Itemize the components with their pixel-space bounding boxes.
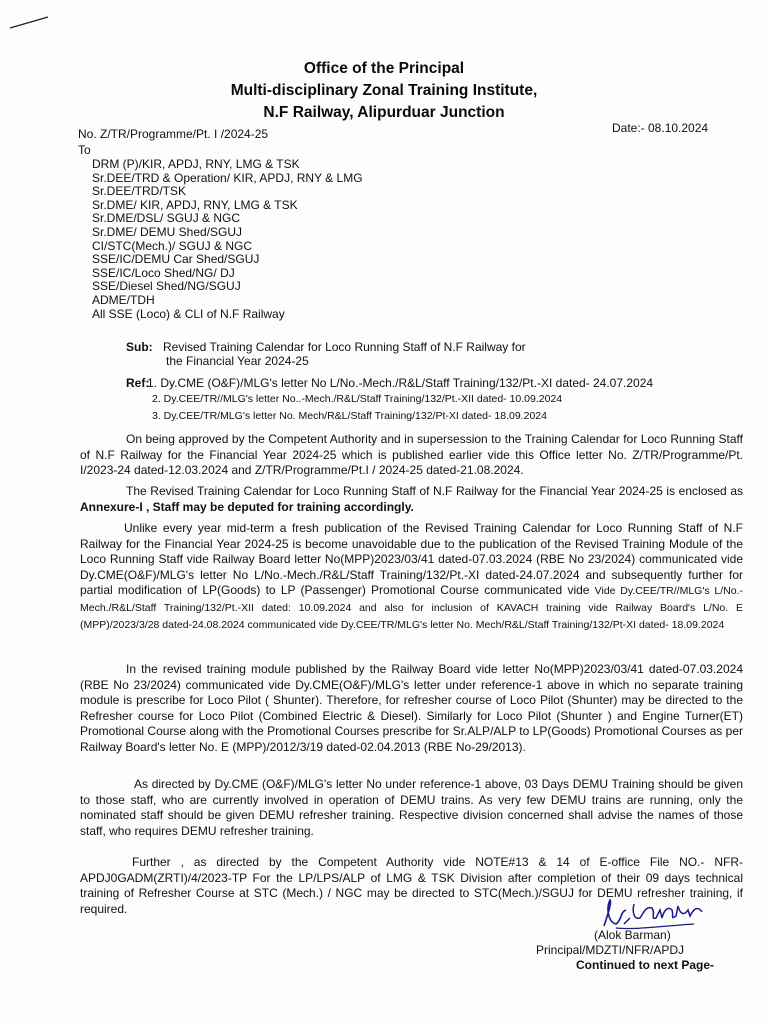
- subject-line-1: Revised Training Calendar for Loco Running Staff of N.F Railway for: [163, 340, 526, 354]
- reference-3: 3. Dy.CEE/TR/MLG's letter No. Mech/R&L/Staff Training/132/Pt-XI dated- 18.09.2024: [152, 410, 547, 422]
- paragraph-supersession: On being approved by the Competent Authority and in supersession to the Training Calendar for Loco Running Staff of N.F Railway for the Financial Year 2024-25 which is published earlier vide this Office letter No. Z/TR/Programme/Pt. I/2023-24 dated-12.03.2024 and Z/TR/Programme/Pt.I / 2024-25 dated-21.08.2024.: [80, 432, 743, 478]
- paragraph-shunter: In the revised training module published by the Railway Board vide letter No(MPP)2023/03/41 dated-07.03.2024 (RBE No 23/2024) communicated vide Dy.CME(O&F)/MLG's letter under reference-1 above in which no separate training module is prescribe for Loco Pilot ( Shunter). Therefore, for refresher course of Loco Pilot (Shunter) may be directed to the Refresher course for Loco Pilot (Combined Electric & Diesel). Similarly for Loco Pilot (Shunter ) and Engine Turner(ET) Promotional Course along with the Promotional Courses prescribe for Sr.ALP/ALP to LP(Goods) Promotional Courses as per Railway Board's letter No. E (MPP)/2012/3/19 dated-02.04.2013 (RBE No-29/2013).: [80, 662, 743, 754]
- paragraph-demu: As directed by Dy.CME (O&F)/MLG's letter No under reference-1 above, 03 Days DEMU Training should be given to those staff, who are currently involved in operation of DEMU trains. As very few DEMU trains are running, only the nominated staff should be given DEMU refresher training. Respective division concerned shall advise the names of those staff, who requires DEMU refresher training.: [80, 777, 743, 838]
- recipient: CI/STC(Mech.)/ SGUJ & NGC: [92, 238, 253, 253]
- reference-label: Ref:: [126, 376, 150, 390]
- recipient: Sr.DME/ DEMU Shed/SGUJ: [92, 224, 243, 239]
- signatory-name: (Alok Barman): [594, 928, 671, 942]
- recipient: Sr.DEE/TRD/TSK: [92, 184, 187, 199]
- annexure-text: The Revised Training Calendar for Loco Running Staff of N.F Railway for the Financial Year 2024-25 is enclosed as: [126, 484, 743, 498]
- letter-number: No. Z/TR/Programme/Pt. I /2024-25: [78, 127, 269, 141]
- railway-location: N.F Railway, Alipurduar Junction: [263, 104, 505, 121]
- paragraph-revised-module: [80, 521, 743, 633]
- recipient: SSE/Diesel Shed/NG/SGUJ: [92, 279, 241, 294]
- subject-line-2: the Financial Year 2024-25: [166, 354, 309, 368]
- office-title: Office of the Principal: [303, 60, 465, 77]
- revised-module-text: Unlike every year mid-term a fresh publication of the Revised Training Calendar for Loco Running Staff of N.F Railway for the Financial Year 2024-25 is become unavoidable due to the publication of the Revised Training Module of the Loco Running Staff vide Railway Board letter No(MPP)2023/03/41 dated-07.03.2024 (RBE No 23/2024) communicated vide Dy.CME(O&F)/MLG's letter No L/No.-Mech./R&L/Staff Training/132/Pt.-XI dated-24.07.2024 and subsequently further for partial modification of LP(Goods) to LP (Passenger) Promotional Course communicated vide: [80, 521, 743, 598]
- reference-1: 1. Dy.CME (O&F)/MLG's letter No L/No.-Mech./R&L/Staff Training/132/Pt.-XI dated- 24.07.2024: [147, 376, 654, 390]
- institute-name: Multi-disciplinary Zonal Training Institute,: [230, 82, 538, 99]
- letter-date: Date:- 08.10.2024: [612, 121, 709, 135]
- recipient: SSE/IC/Loco Shed/NG/ DJ: [92, 265, 235, 280]
- pen-mark: [8, 14, 50, 32]
- recipient: SSE/IC/DEMU Car Shed/SGUJ: [92, 252, 260, 267]
- subject-label: Sub:: [126, 340, 153, 354]
- recipient: Sr.DME/DSL/ SGUJ & NGC: [92, 211, 241, 226]
- recipient: All SSE (Loco) & CLI of N.F Railway: [92, 306, 285, 321]
- recipient: Sr.DEE/TRD & Operation/ KIR, APDJ, RNY & LMG: [92, 170, 363, 185]
- recipient: DRM (P)/KIR, APDJ, RNY, LMG & TSK: [92, 157, 300, 171]
- recipient: Sr.DME/ KIR, APDJ, RNY, LMG & TSK: [92, 197, 298, 212]
- paragraph-further: Further , as directed by the Competent Authority vide NOTE#13 & 14 of E-office File NO.- NFR-APDJ0GADM(ZRTI)/4/2023-TP For the LP/LPS/ALP of LMG & TSK Division after completion of their 09 days technical training of Refresher Course at STC (Mech.) / NGC may be directed to STC(Mech.)/SGUJ for DEMU refresher training, if required.: [80, 855, 743, 916]
- revised-module-refs: Vide Dy.CEE/TR//MLG's L/No.-Mech./R&L/Staff Training/132/Pt.-XII dated: 10.09.2024 and also for inclusion of KAVACH training vide Railway Board's L/No. E (MPP)/2023/3/28 dated-24.08.2024 communicated vide Dy.CEE/TR/MLG's letter No. Mech/R&L/Staff Training/132/Pt-XI dated- 18.09.2024: [80, 585, 743, 631]
- signatory-designation: Principal/MDZTI/NFR/APDJ: [536, 943, 685, 957]
- continued-note: Continued to next Page-: [576, 958, 714, 972]
- annexure-emphasis: Annexure-I , Staff may be deputed for training accordingly.: [80, 499, 414, 514]
- to-label: To: [78, 143, 91, 157]
- paragraph-annexure: [80, 484, 743, 515]
- recipient-list: [92, 158, 363, 321]
- recipient: ADME/TDH: [92, 292, 155, 307]
- reference-2: 2. Dy.CEE/TR//MLG's letter No..-Mech./R&L/Staff Training/132/Pt.-XII dated- 10.09.2024: [152, 393, 563, 405]
